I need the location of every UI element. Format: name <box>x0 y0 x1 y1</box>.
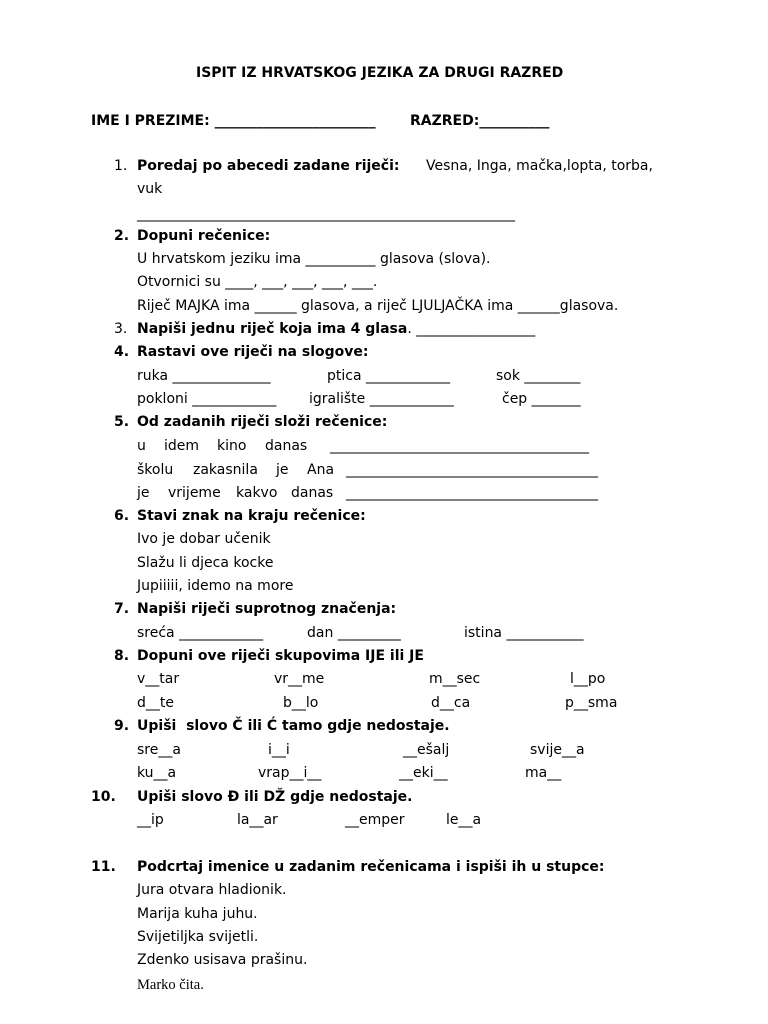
q5-answer-line: ____________________________________ <box>346 462 598 478</box>
q9-item: __eki__ <box>399 765 448 781</box>
q5-prompt: Od zadanih riječi složi rečenice: <box>137 414 388 430</box>
class-field-label: RAZRED:__________ <box>410 113 550 129</box>
q5-word: danas <box>291 485 334 501</box>
q6-number: 6. <box>114 508 130 524</box>
q2-prompt: Dopuni rečenice: <box>137 228 271 244</box>
q2-number: 2. <box>114 228 130 244</box>
q7-item: dan _________ <box>307 625 401 641</box>
q5-word: Ana <box>307 462 335 478</box>
q1-prompt: Poredaj po abecedi zadane riječi: <box>137 158 400 174</box>
q8-item: p__sma <box>565 695 618 711</box>
q10-item: le__a <box>446 812 482 828</box>
q10-item: __emper <box>345 812 405 828</box>
q11-line: Svijetiljka svijetli. <box>137 929 259 945</box>
q10-item: la__ar <box>237 812 278 828</box>
q8-item: l__po <box>570 671 606 687</box>
q5-word: u <box>137 438 146 454</box>
q6-line: Jupiiiii, idemo na more <box>137 578 294 594</box>
q8-item: d__ca <box>431 695 471 711</box>
q5-word: kino <box>217 438 247 454</box>
name-field-label: IME I PREZIME: _______________________ <box>91 113 376 129</box>
q4-item: čep _______ <box>502 391 581 407</box>
q6-line: Ivo je dobar učenik <box>137 531 271 547</box>
q4-item: sok ________ <box>496 368 581 384</box>
q6-prompt: Stavi znak na kraju rečenice: <box>137 508 366 524</box>
page-title: ISPIT IZ HRVATSKOG JEZIKA ZA DRUGI RAZRED <box>196 65 564 81</box>
q8-item: d__te <box>137 695 174 711</box>
q1-answer-line: ______________________________________________________ <box>137 206 515 222</box>
q6-line: Slažu li djeca kocke <box>137 555 274 571</box>
q9-prompt: Upiši slovo Č ili Ć tamo gdje nedostaje. <box>137 718 450 734</box>
q3-number: 3. <box>114 321 128 337</box>
q9-item: i__i <box>268 742 290 758</box>
q7-number: 7. <box>114 601 130 617</box>
q3-prompt: Napiši jednu riječ koja ima 4 glasa <box>137 321 408 337</box>
q4-item: pokloni ____________ <box>137 391 277 407</box>
q7-item: istina ___________ <box>464 625 584 641</box>
q2-line-2: Otvornici su ____, ___, ___, ___, ___. <box>137 274 378 290</box>
q9-number: 9. <box>114 718 130 734</box>
q9-item: ma__ <box>525 765 562 781</box>
q4-prompt: Rastavi ove riječi na slogove: <box>137 344 369 360</box>
q8-item: m__sec <box>429 671 481 687</box>
q5-word: školu <box>137 462 174 478</box>
q11-line: Marija kuha juhu. <box>137 906 258 922</box>
q2-line-3: Riječ MAJKA ima ______ glasova, a riječ LJULJAČKA ima ______glasova. <box>137 298 619 314</box>
q3-answer-line: . _________________ <box>407 321 536 337</box>
q5-number: 5. <box>114 414 130 430</box>
q9-item: svije__a <box>530 742 585 758</box>
q7-item: sreća ____________ <box>137 625 264 641</box>
q11-number: 11. <box>91 859 116 875</box>
q1-words: Vesna, Inga, mačka,lopta, torba, <box>426 158 653 174</box>
q9-item: vrap__i__ <box>258 765 322 781</box>
q10-item: __ip <box>137 812 164 828</box>
q5-answer-line: _____________________________________ <box>330 438 589 454</box>
q11-prompt: Podcrtaj imenice u zadanim rečenicama i ispiši ih u stupce: <box>137 859 605 875</box>
q5-word: danas <box>265 438 308 454</box>
q8-item: v__tar <box>137 671 180 687</box>
q10-prompt: Upiši slovo Đ ili DŽ gdje nedostaje. <box>137 789 413 805</box>
q2-line-1: U hrvatskom jeziku ima __________ glasova (slova). <box>137 251 491 267</box>
q5-word: vrijeme <box>168 485 221 501</box>
q4-item: igralište ____________ <box>309 391 454 407</box>
q3-text <box>137 321 535 337</box>
q11-line: Marko čita. <box>137 977 204 993</box>
q8-item: vr__me <box>274 671 325 687</box>
q8-prompt: Dopuni ove riječi skupovima IJE ili JE <box>137 648 424 664</box>
q4-item: ptica ____________ <box>327 368 450 384</box>
q1-words-cont: vuk <box>137 181 163 197</box>
q5-word: zakasnila <box>193 462 258 478</box>
q8-number: 8. <box>114 648 130 664</box>
q10-number: 10. <box>91 789 116 805</box>
q9-item: __ešalj <box>403 742 450 758</box>
q9-item: ku__a <box>137 765 177 781</box>
q9-item: sre__a <box>137 742 181 758</box>
q11-line: Zdenko usisava prašinu. <box>137 952 308 968</box>
q5-word: je <box>276 462 289 478</box>
q8-item: b__lo <box>283 695 319 711</box>
q5-word: idem <box>164 438 200 454</box>
q5-answer-line: ____________________________________ <box>346 485 598 501</box>
q1-number: 1. <box>114 158 128 174</box>
q4-item: ruka ______________ <box>137 368 271 384</box>
q5-word: kakvo <box>236 485 278 501</box>
q5-word: je <box>137 485 150 501</box>
q4-number: 4. <box>114 344 130 360</box>
q11-line: Jura otvara hladionik. <box>137 882 287 898</box>
q7-prompt: Napiši riječi suprotnog značenja: <box>137 601 397 617</box>
